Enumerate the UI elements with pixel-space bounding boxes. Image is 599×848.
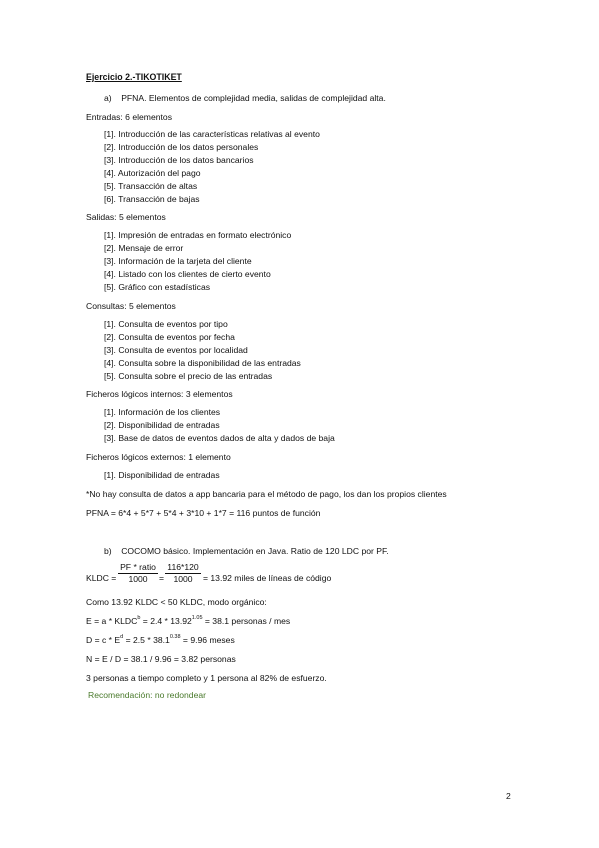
note-text: *No hay consulta de datos a app bancaria para el método de pago, los dan los propios clientes [86, 489, 447, 499]
list-item: [5]. Consulta sobre el precio de las entradas [104, 371, 273, 381]
list-item: [3]. Consulta de eventos por localidad [104, 345, 248, 355]
kldc-label: KLDC = [86, 573, 117, 583]
list-item: [4]. Listado con los clientes de cierto evento [104, 269, 271, 279]
entradas-heading: Entradas: 6 elementos [86, 112, 172, 122]
consultas-heading: Consultas: 5 elementos [86, 301, 176, 311]
list-item: [1]. Información de los clientes [104, 407, 221, 417]
list-item: [5]. Transacción de altas [104, 181, 198, 191]
part-b-heading: b) COCOMO básico. Implementación en Java. Ratio de 120 LDC por PF. [104, 546, 389, 556]
list-item: [4]. Consulta sobre la disponibilidad de las entradas [104, 358, 301, 368]
list-item: [2]. Consulta de eventos por fecha [104, 332, 235, 342]
kldc-fraction-1 [118, 562, 158, 585]
fraction-denominator: 1000 [128, 574, 148, 584]
fraction-denominator: 1000 [173, 574, 193, 584]
list-item: [1]. Disponibilidad de entradas [104, 470, 220, 480]
duration-formula: $D = c * E^d = 2.5 * 38.1^{0.38} = 9.96$ meses [86, 634, 235, 645]
conclusion-text: 3 personas a tiempo completo y 1 persona al 82% de esfuerzo. [86, 673, 327, 683]
ficheros-internos-heading: Ficheros lógicos internos: 3 elementos [86, 389, 233, 399]
modo-text: Como 13.92 KLDC < 50 KLDC, modo orgánico: [86, 597, 267, 607]
equals-sign: = [159, 573, 165, 583]
list-item: [6]. Transacción de bajas [104, 194, 200, 204]
ficheros-externos-heading: Ficheros lógicos externos: 1 elemento [86, 452, 231, 462]
list-item: [2]. Disponibilidad de entradas [104, 420, 220, 430]
staff-formula: N = E / D = 38.1 / 9.96 = 3.82 personas [86, 654, 236, 664]
fraction-numerator: PF * ratio [118, 562, 158, 574]
pfna-formula: PFNA = 6*4 + 5*7 + 5*4 + 3*10 + 1*7 = 116 puntos de función [86, 508, 321, 518]
salidas-heading: Salidas: 5 elementos [86, 212, 166, 222]
list-item: [4]. Autorización del pago [104, 168, 201, 178]
fraction-numerator: 116*120 [165, 562, 201, 574]
recommendation-comment: Recomendación: no redondear [88, 690, 207, 700]
list-item: [2]. Introducción de los datos personales [104, 142, 259, 152]
list-item: [1]. Introducción de las características relativas al evento [104, 129, 320, 139]
list-item: [3]. Información de la tarjeta del cliente [104, 256, 252, 266]
kldc-result: = 13.92 miles de líneas de código [203, 573, 332, 583]
part-a-heading: a) PFNA. Elementos de complejidad media, salidas de complejidad alta. [104, 93, 386, 103]
list-item: [1]. Impresión de entradas en formato electrónico [104, 230, 292, 240]
effort-formula: $E = a * KLDC^b = 2.4 * 13.92^{1.05} = 38.1$ personas / mes [86, 615, 291, 626]
list-item: [5]. Gráfico con estadísticas [104, 282, 211, 292]
list-item: [3]. Base de datos de eventos dados de alta y dados de baja [104, 433, 335, 443]
kldc-fraction-2 [165, 562, 201, 585]
page-number: 2 [506, 791, 511, 801]
exercise-title: Ejercicio 2.-TIKOTIKET [86, 72, 182, 82]
list-item: [3]. Introducción de los datos bancarios [104, 155, 254, 165]
list-item: [2]. Mensaje de error [104, 243, 184, 253]
list-item: [1]. Consulta de eventos por tipo [104, 319, 228, 329]
